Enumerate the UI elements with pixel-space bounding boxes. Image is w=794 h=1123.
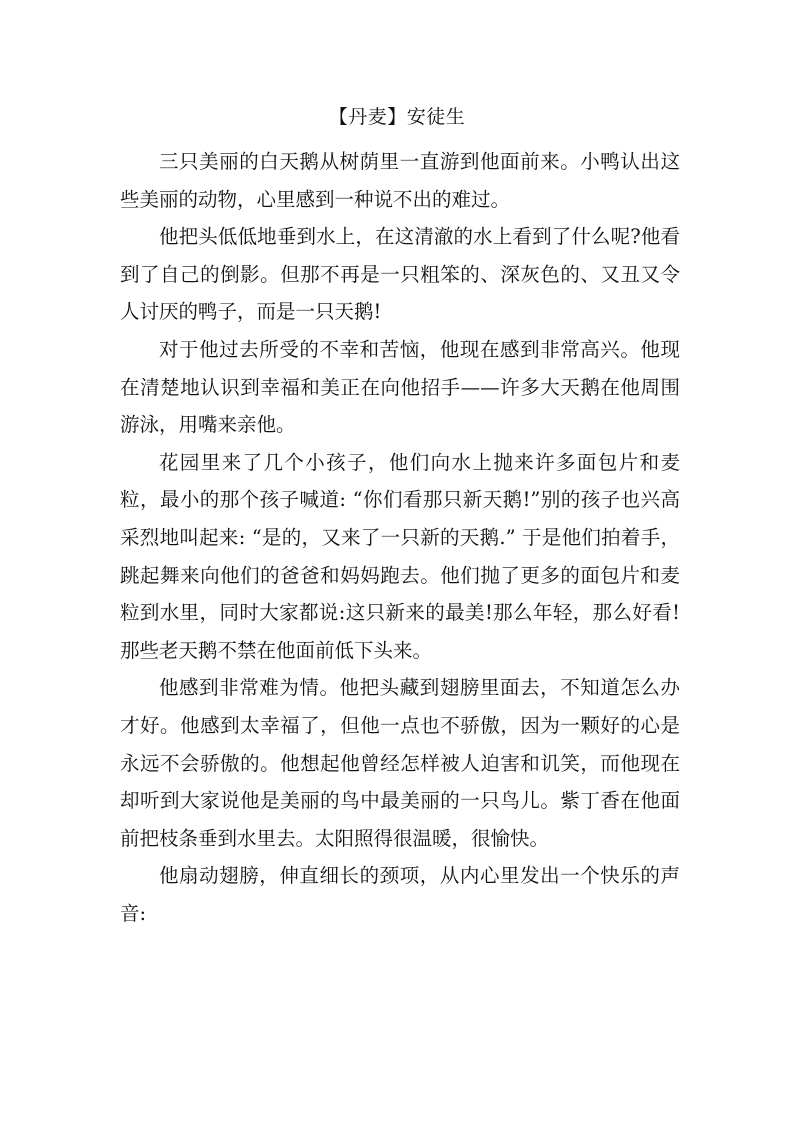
paragraph-5: 他感到非常难为情。他把头藏到翅膀里面去，不知道怎么办才好。他感到太幸福了，但他一点也不骄傲，因为一颗好的心是永远不会骄傲的。他想起他曾经怎样被人迫害和讥笑，而他现在却听到大家说他是美丽的鸟中最美丽的一只鸟儿。紫丁香在他面前把枝条垂到水里去。太阳照得很温暖，很愉快。 [120,676,680,850]
paragraph-4: 花园里来了几个小孩子，他们向水上抛来许多面包片和麦粒，最小的那个孩子喊道: “你们看那只新天鹅!”别的孩子也兴高采烈地叫起来: “是的，又来了一只新的天鹅.” 于是他们拍着手，跳起舞来向他们的爸爸和妈妈跑去。他们抛了更多的面包片和麦粒到水里，同时大家都说:这只新来的最美!那么年轻，那么好看!那些老天鹅不禁在他面前低下头来。 [120,450,680,662]
paragraph-2: 他把头低低地垂到水上，在这清澈的水上看到了什么呢?他看到了自己的倒影。但那不再是一只粗笨的、深灰色的、又丑又令人讨厌的鸭子，而是一只天鹅! [120,225,680,324]
paragraph-1: 三只美丽的白天鹅从树荫里一直游到他面前来。小鸭认出这些美丽的动物，心里感到一种说不出的难过。 [120,150,680,211]
document-title: 【丹麦】安徒生 [328,106,466,128]
document-body [120,143,680,932]
paragraph-6: 他扇动翅膀，伸直细长的颈项，从内心里发出一个快乐的声音: [120,864,680,925]
paragraph-3: 对于他过去所受的不幸和苦恼，他现在感到非常高兴。他现在清楚地认识到幸福和美正在向他招手——许多大天鹅在他周围游泳，用嘴来亲他。 [120,337,680,437]
